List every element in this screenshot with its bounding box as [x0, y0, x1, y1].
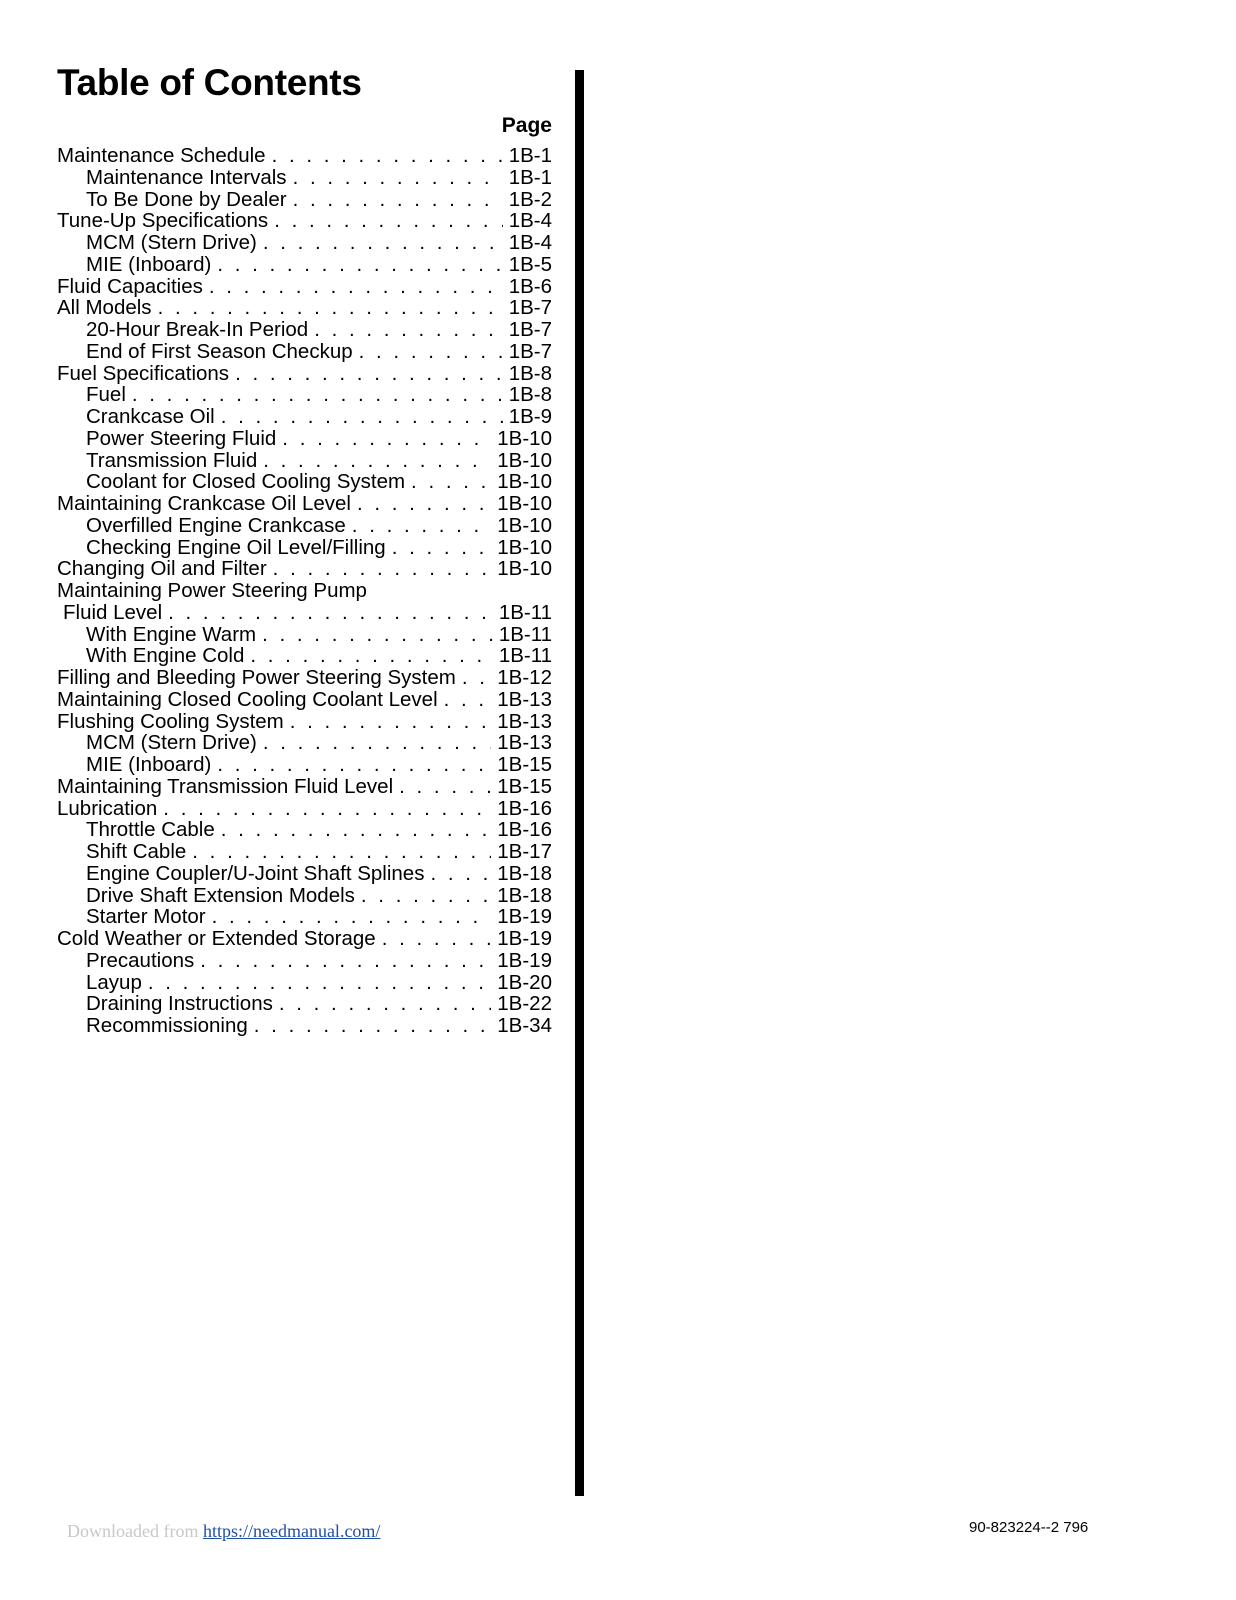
toc-entry-page: 1B-22	[497, 993, 552, 1015]
download-source-link[interactable]: https://needmanual.com/	[202, 1521, 381, 1541]
toc-entry[interactable]	[57, 471, 552, 493]
toc-entry-label: Fuel Specifications	[57, 362, 230, 385]
toc-entry[interactable]	[57, 928, 552, 950]
toc-entry-label: Maintaining Closed Cooling Coolant Level	[57, 688, 438, 711]
toc-entry-page: 1B-11	[498, 645, 552, 667]
toc-entry[interactable]	[57, 950, 552, 972]
toc-entry-label: Transmission Fluid	[86, 449, 258, 472]
toc-entry-page: 1B-2	[508, 188, 552, 211]
toc-entry-label: Maintenance Intervals	[86, 166, 287, 189]
toc-entry-page: 1B-34	[497, 1015, 552, 1037]
toc-dot-leader	[132, 384, 503, 406]
download-source-note	[67, 1521, 380, 1542]
toc-dot-leader	[263, 232, 503, 254]
toc-entry-page: 1B-10	[497, 449, 552, 472]
toc-entry-label: All Models	[57, 297, 152, 319]
toc-entry-label: Drive Shaft Extension Models	[86, 884, 355, 907]
toc-dot-leader	[382, 928, 492, 950]
toc-entry[interactable]	[57, 537, 552, 559]
toc-dot-leader	[221, 406, 503, 428]
toc-entry-label: Maintaining Transmission Fluid Level	[57, 775, 394, 798]
toc-entry-page: 1B-11	[498, 601, 552, 624]
toc-entry[interactable]	[57, 515, 552, 537]
toc-dot-leader	[148, 972, 491, 994]
toc-entry[interactable]	[57, 406, 552, 428]
toc-dot-leader	[200, 950, 491, 972]
toc-entry-page: 1B-9	[508, 406, 552, 428]
toc-entry-page: 1B-10	[497, 558, 552, 580]
toc-entry-page: 1B-15	[497, 754, 552, 776]
toc-entry[interactable]	[57, 319, 552, 341]
toc-entry-page: 1B-12	[497, 667, 552, 689]
toc-entry-label: Maintaining Crankcase Oil Level	[57, 493, 351, 515]
toc-entry-page: 1B-10	[497, 471, 552, 493]
toc-entry-page: 1B-8	[508, 362, 552, 385]
toc-entry-page: 1B-10	[497, 514, 552, 537]
toc-dot-leader	[235, 363, 503, 385]
toc-entry[interactable]	[57, 1015, 552, 1037]
toc-entry-label: Throttle Cable	[86, 819, 215, 841]
toc-entry[interactable]	[57, 667, 552, 689]
toc-entry-page: 1B-19	[497, 906, 552, 928]
page-column-header: Page	[501, 114, 552, 137]
toc-entry[interactable]	[57, 363, 552, 385]
toc-entry-label: MIE (Inboard)	[86, 754, 212, 776]
toc-entry[interactable]	[57, 210, 552, 232]
toc-dot-leader	[263, 732, 491, 754]
toc-entry-label: MIE (Inboard)	[86, 253, 212, 276]
toc-entry[interactable]	[57, 754, 552, 776]
toc-entry-label: MCM (Stern Drive)	[86, 732, 257, 754]
toc-entry-label: Fluid Level	[63, 601, 163, 624]
document-number: 90-823224--2 796	[969, 1519, 1089, 1536]
toc-entry-label: Checking Engine Oil Level/Filling	[86, 536, 386, 559]
page-title: Table of Contents	[57, 62, 362, 103]
toc-entry[interactable]	[57, 798, 552, 820]
toc-dot-leader	[282, 428, 491, 450]
toc-entry-page: 1B-4	[508, 210, 552, 232]
toc-entry-label: Precautions	[86, 949, 195, 972]
toc-dot-leader	[217, 754, 491, 776]
toc-entry-page: 1B-16	[497, 797, 552, 820]
toc-entry-label: Draining Instructions	[86, 993, 273, 1015]
toc-dot-leader	[221, 819, 492, 841]
vertical-divider-bar	[575, 70, 584, 1496]
toc-entry[interactable]	[57, 863, 552, 885]
toc-entry-label: Coolant for Closed Cooling System	[86, 471, 406, 493]
toc-entry-page: 1B-8	[508, 384, 552, 406]
toc-dot-leader	[352, 515, 491, 537]
toc-entry-page: 1B-4	[508, 232, 552, 254]
toc-entry-page: 1B-10	[497, 536, 552, 559]
toc-dot-leader	[168, 602, 493, 624]
toc-entry-page: 1B-10	[497, 493, 552, 515]
toc-dot-leader	[411, 471, 491, 493]
toc-entry-page: 1B-7	[508, 340, 552, 363]
toc-entry-page: 1B-7	[508, 319, 552, 341]
toc-dot-leader	[444, 689, 492, 711]
toc-dot-leader	[272, 145, 503, 167]
toc-entry[interactable]	[57, 493, 552, 515]
toc-entry-page: 1B-17	[497, 841, 552, 863]
toc-entry-label: Layup	[86, 971, 142, 994]
toc-entry[interactable]	[57, 145, 552, 167]
toc-dot-leader	[254, 1015, 492, 1037]
toc-entry-label: Filling and Bleeding Power Steering System	[57, 667, 456, 689]
toc-entry-label: Starter Motor	[86, 906, 206, 928]
toc-entry-label: Fluid Capacities	[57, 275, 203, 298]
toc-entry[interactable]	[57, 906, 552, 928]
toc-dot-leader	[217, 254, 502, 276]
toc-entry[interactable]	[57, 645, 552, 667]
toc-entry-label: With Engine Cold	[86, 645, 245, 667]
toc-entry-label: Flushing Cooling System	[57, 710, 284, 733]
toc-entry-label: Cold Weather or Extended Storage	[57, 928, 376, 950]
toc-entry-label: Fuel	[86, 384, 126, 406]
toc-entry-label: Power Steering Fluid	[86, 427, 277, 450]
toc-entry[interactable]	[57, 384, 552, 406]
toc-entry-label: Lubrication	[57, 797, 158, 820]
toc-entry[interactable]	[57, 254, 552, 276]
toc-entry[interactable]	[57, 776, 552, 798]
toc-entry[interactable]	[57, 189, 552, 211]
toc-entry[interactable]	[57, 732, 552, 754]
toc-dot-leader	[163, 798, 491, 820]
toc-dot-leader	[293, 189, 503, 211]
toc-entry[interactable]	[57, 297, 552, 319]
toc-dot-leader	[392, 537, 492, 559]
toc-entry[interactable]	[57, 972, 552, 994]
toc-entry[interactable]	[57, 819, 552, 841]
toc-dot-leader	[462, 667, 491, 689]
download-source-prefix: Downloaded from	[67, 1521, 203, 1541]
toc-entry[interactable]	[57, 450, 552, 472]
toc-entry-page: 1B-7	[508, 297, 552, 319]
toc-entry-page: 1B-18	[497, 884, 552, 907]
toc-entry-label: Overfilled Engine Crankcase	[86, 514, 346, 537]
toc-entry-label: Changing Oil and Filter	[57, 558, 267, 580]
toc-entry[interactable]	[57, 428, 552, 450]
toc-dot-leader	[357, 493, 491, 515]
toc-entry-label: Maintenance Schedule	[57, 145, 266, 167]
toc-entry-label: Recommissioning	[86, 1015, 248, 1037]
toc-entry-page: 1B-19	[497, 928, 552, 950]
toc-entry-page: 1B-13	[497, 710, 552, 733]
toc-entry-label: To Be Done by Dealer	[86, 188, 287, 211]
toc-dot-leader	[430, 863, 491, 885]
toc-entry[interactable]	[57, 624, 552, 646]
toc-entry-label: End of First Season Checkup	[86, 340, 353, 363]
toc-entry-label: 20-Hour Break-In Period	[86, 319, 309, 341]
toc-dot-leader	[158, 297, 503, 319]
toc-entry-page: 1B-1	[508, 166, 552, 189]
toc-entry[interactable]	[57, 167, 552, 189]
toc-dot-leader	[262, 624, 493, 646]
toc-entry-page: 1B-13	[497, 732, 552, 754]
toc-dot-leader	[263, 450, 491, 472]
toc-dot-leader	[209, 276, 503, 298]
toc-entry[interactable]	[57, 580, 552, 602]
toc-entry[interactable]	[57, 711, 552, 733]
toc-dot-leader	[314, 319, 503, 341]
toc-entry-page: 1B-19	[497, 949, 552, 972]
toc-dot-leader	[250, 645, 492, 667]
toc-dot-leader	[273, 558, 492, 580]
toc-entry-label: Tune-Up Specifications	[57, 210, 269, 232]
toc-entry-label: Crankcase Oil	[86, 406, 215, 428]
toc-entry[interactable]	[57, 841, 552, 863]
toc-entry[interactable]	[57, 341, 552, 363]
toc-entry-page: 1B-10	[497, 427, 552, 450]
toc-dot-leader	[293, 167, 503, 189]
toc-entry-page: 1B-11	[498, 623, 552, 646]
toc-entry-page: 1B-18	[497, 862, 552, 885]
toc-entry-page: 1B-15	[497, 775, 552, 798]
toc-entry-page: 1B-1	[508, 145, 552, 167]
toc-dot-leader	[279, 993, 491, 1015]
toc-entry-label: Engine Coupler/U-Joint Shaft Splines	[86, 862, 425, 885]
toc-entry[interactable]	[57, 232, 552, 254]
toc-entry-page: 1B-13	[497, 688, 552, 711]
toc-entry-page: 1B-20	[497, 971, 552, 994]
toc-entry-page: 1B-6	[508, 275, 552, 298]
toc-entry[interactable]	[57, 276, 552, 298]
toc-dot-leader	[192, 841, 491, 863]
toc-entry[interactable]	[57, 993, 552, 1015]
toc-entry-page: 1B-16	[497, 819, 552, 841]
toc-entry[interactable]	[57, 689, 552, 711]
toc-dot-leader	[274, 210, 503, 232]
toc-entry-label: With Engine Warm	[86, 623, 257, 646]
toc-entry[interactable]	[57, 885, 552, 907]
toc-dot-leader	[361, 885, 491, 907]
toc-entry-label: Maintaining Power Steering Pump	[57, 580, 367, 602]
toc-dot-leader	[290, 711, 492, 733]
toc-dot-leader	[399, 776, 491, 798]
table-of-contents	[57, 145, 552, 1037]
toc-dot-leader	[212, 906, 492, 928]
toc-entry-page: 1B-5	[508, 253, 552, 276]
toc-dot-leader	[359, 341, 503, 363]
toc-entry-label: MCM (Stern Drive)	[86, 232, 257, 254]
toc-entry[interactable]	[57, 602, 552, 624]
toc-entry[interactable]	[57, 558, 552, 580]
toc-entry-label: Shift Cable	[86, 841, 187, 863]
